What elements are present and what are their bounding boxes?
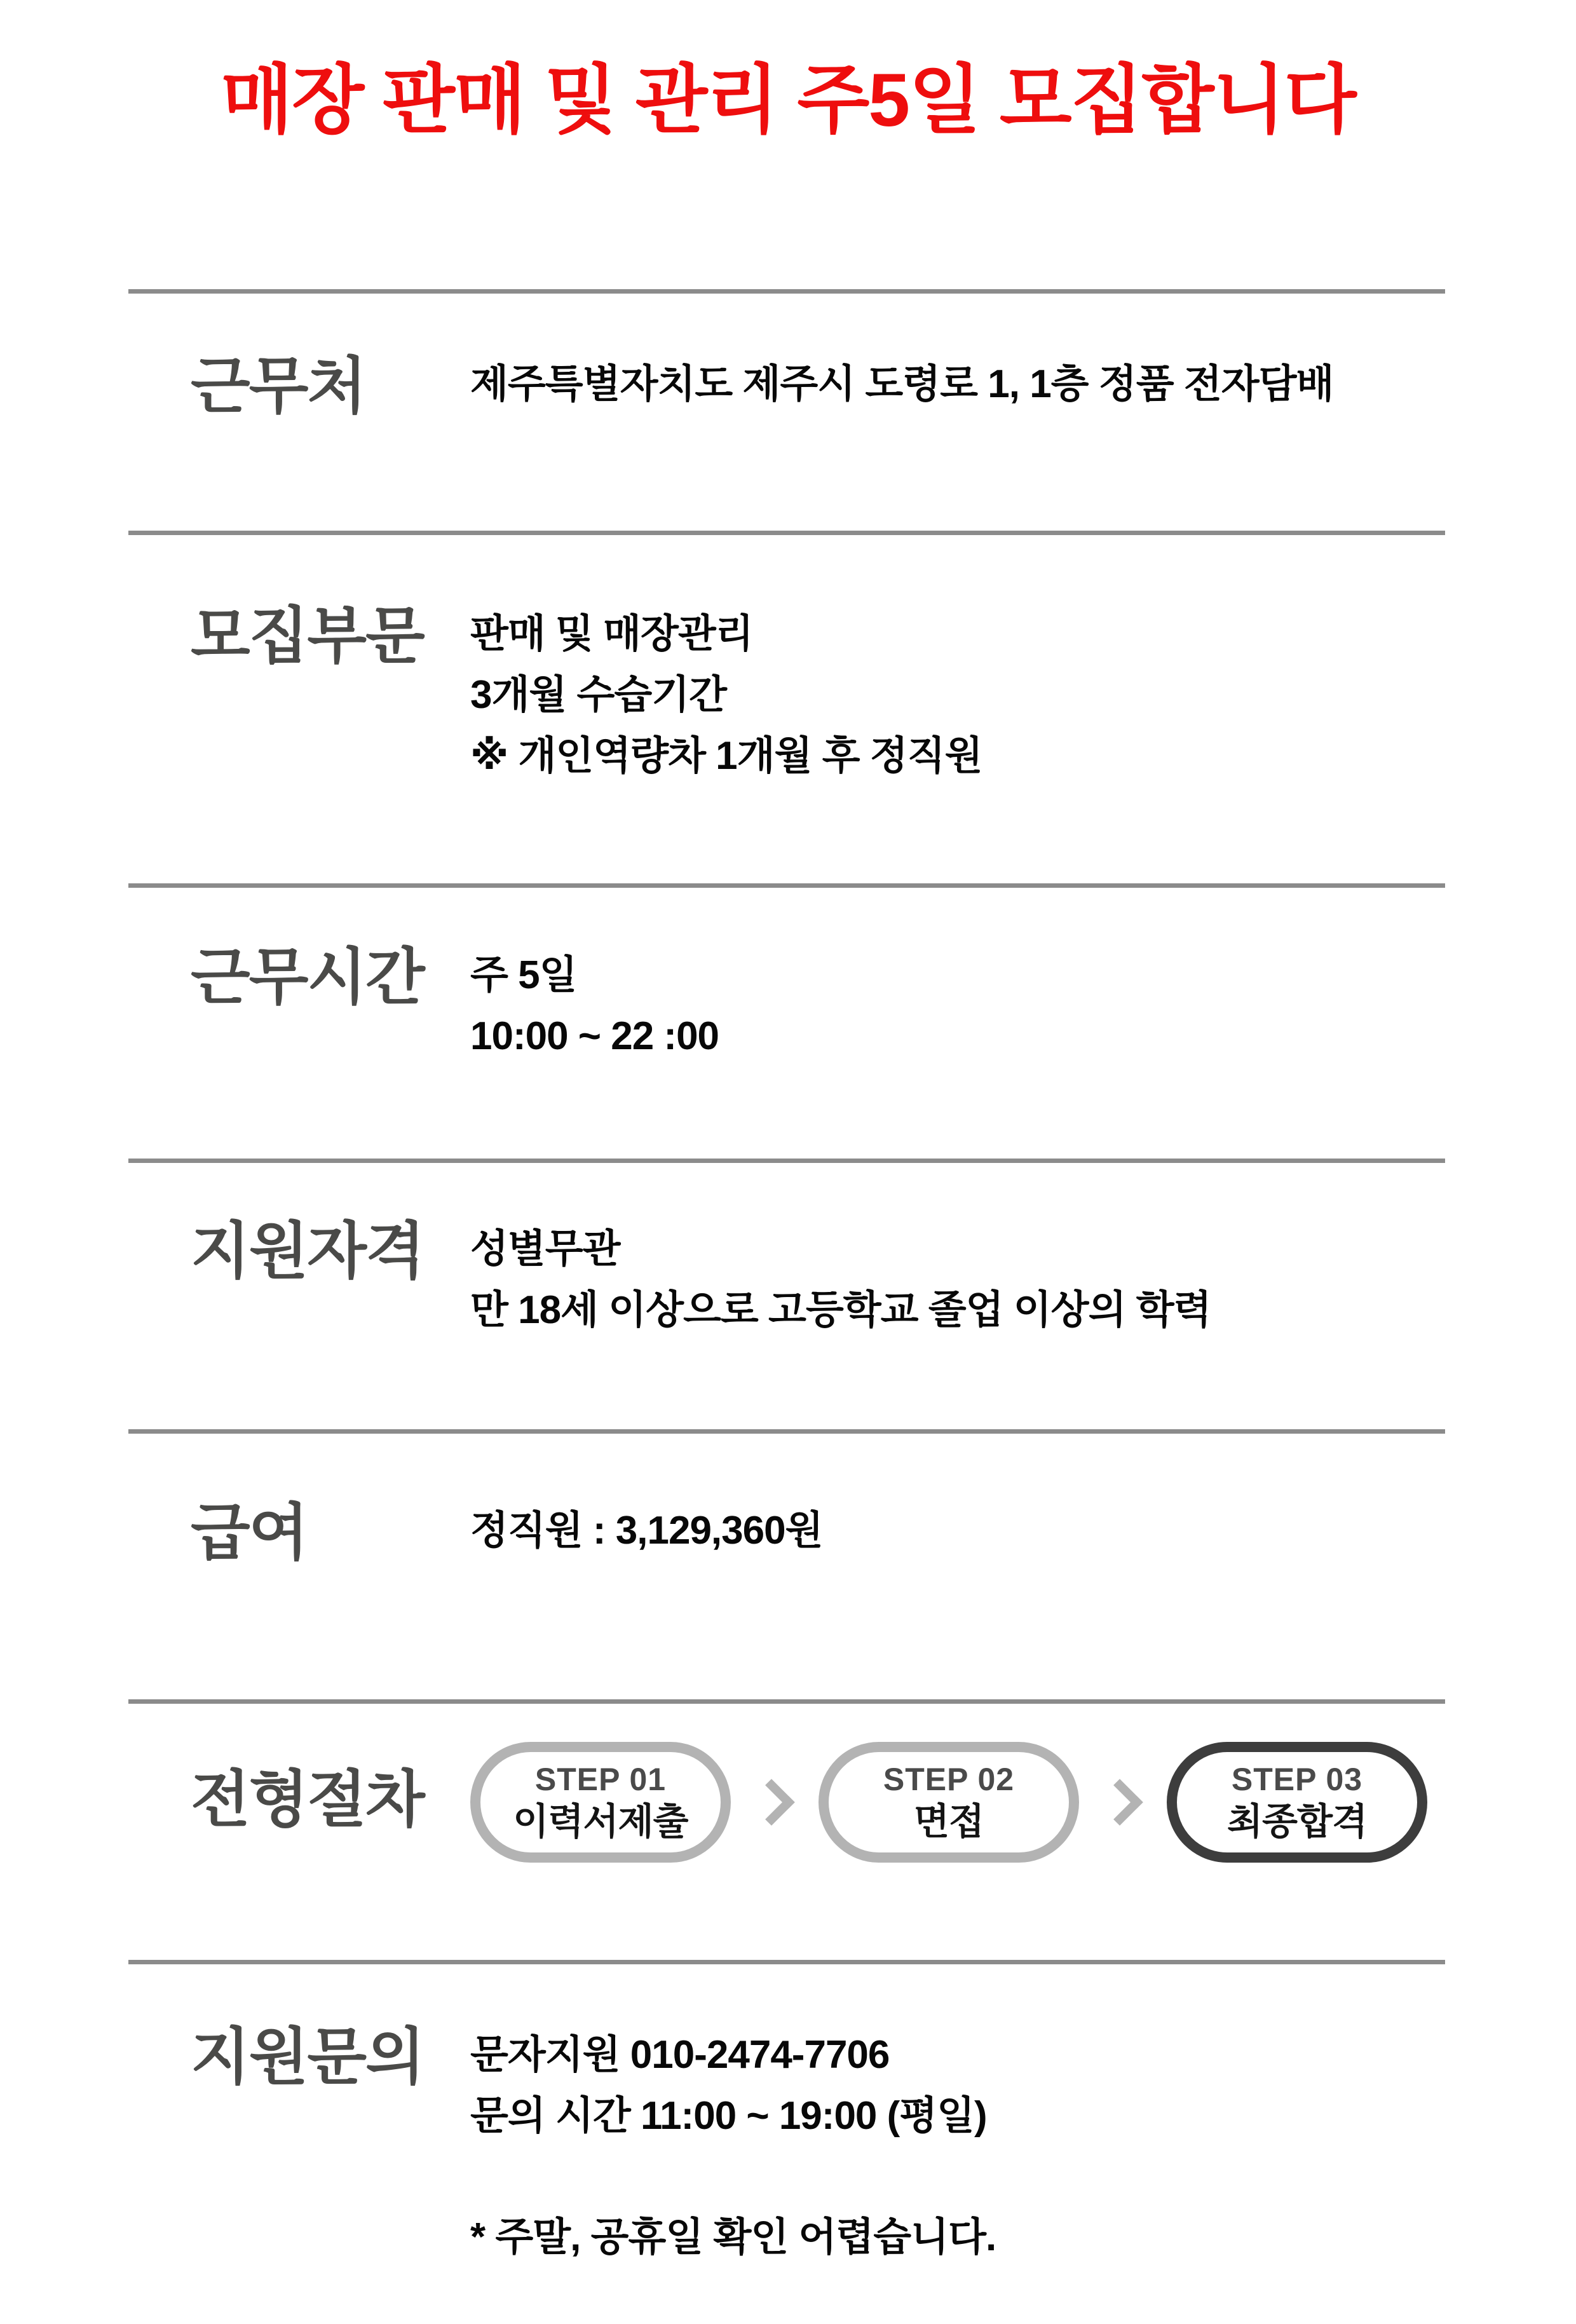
row-label-hours: 근무시간 (191, 942, 424, 1012)
positions-line: 판매 및 매장관리 (470, 612, 753, 656)
contact-phone: 문자지원 010-2474-7706 (470, 2033, 890, 2077)
row-process (128, 1699, 1445, 1960)
header (0, 0, 1576, 289)
positions-line: ※ 개인역량차 1개월 후 정직원 (470, 734, 982, 778)
hours-line: 주 5일 (470, 953, 577, 997)
row-value-contact (470, 2025, 1445, 2268)
qualifications-line: 만 18세 이상으로 고등학교 졸업 이상의 학력 (470, 1288, 1211, 1333)
step-name: 이력서제출 (513, 1801, 688, 1842)
row-value-workplace (470, 354, 1445, 415)
step-name: 면접 (913, 1801, 984, 1842)
row-value-positions (470, 604, 1445, 787)
row-label-qualifications: 지원자격 (191, 1216, 424, 1286)
salary-amount: 정직원 : 3,129,360원 (470, 1509, 823, 1553)
row-salary (128, 1429, 1445, 1699)
chevron-right-icon (1096, 1779, 1143, 1826)
row-value-salary (470, 1500, 1445, 1561)
qualifications-line: 성별무관 (470, 1227, 620, 1271)
page-title: 매장 판매 및 관리 주5일 모집합니다 (221, 58, 1355, 142)
step-name: 최종합격 (1226, 1801, 1368, 1842)
chevron-right-icon (748, 1779, 795, 1826)
row-workplace (128, 289, 1445, 531)
step-pill-1 (470, 1742, 731, 1863)
row-positions (128, 531, 1445, 883)
workplace-address: 제주특별자치도 제주시 도령로 1, 1층 정품 전자담배 (470, 362, 1334, 406)
step-number: STEP 02 (883, 1761, 1015, 1797)
positions-line: 3개월 수습기간 (470, 673, 727, 717)
row-hours (128, 883, 1445, 1159)
step-pill-2 (819, 1742, 1079, 1863)
contact-footnote: * 주말, 공휴일 확인 어렵습니다. (470, 2215, 996, 2260)
row-label-salary: 급여 (191, 1498, 308, 1567)
row-value-qualifications (470, 1219, 1445, 1341)
row-value-process (470, 1742, 1445, 1863)
info-table (128, 289, 1445, 2324)
step-number: STEP 03 (1231, 1761, 1363, 1797)
row-qualifications (128, 1159, 1445, 1429)
hours-line: 10:00 ~ 22 :00 (470, 1014, 719, 1059)
step-number: STEP 01 (534, 1761, 667, 1797)
row-contact (128, 1960, 1445, 2324)
row-label-positions: 모집부문 (191, 601, 424, 670)
row-value-hours (470, 945, 1445, 1067)
process-steps (470, 1742, 1445, 1863)
step-pill-3 (1167, 1742, 1427, 1863)
row-label-workplace: 근무처 (191, 351, 366, 421)
row-label-contact: 지원문의 (191, 2022, 424, 2091)
row-label-process: 전형절차 (191, 1765, 424, 1834)
contact-hours: 문의 시간 11:00 ~ 19:00 (평일) (470, 2094, 987, 2138)
